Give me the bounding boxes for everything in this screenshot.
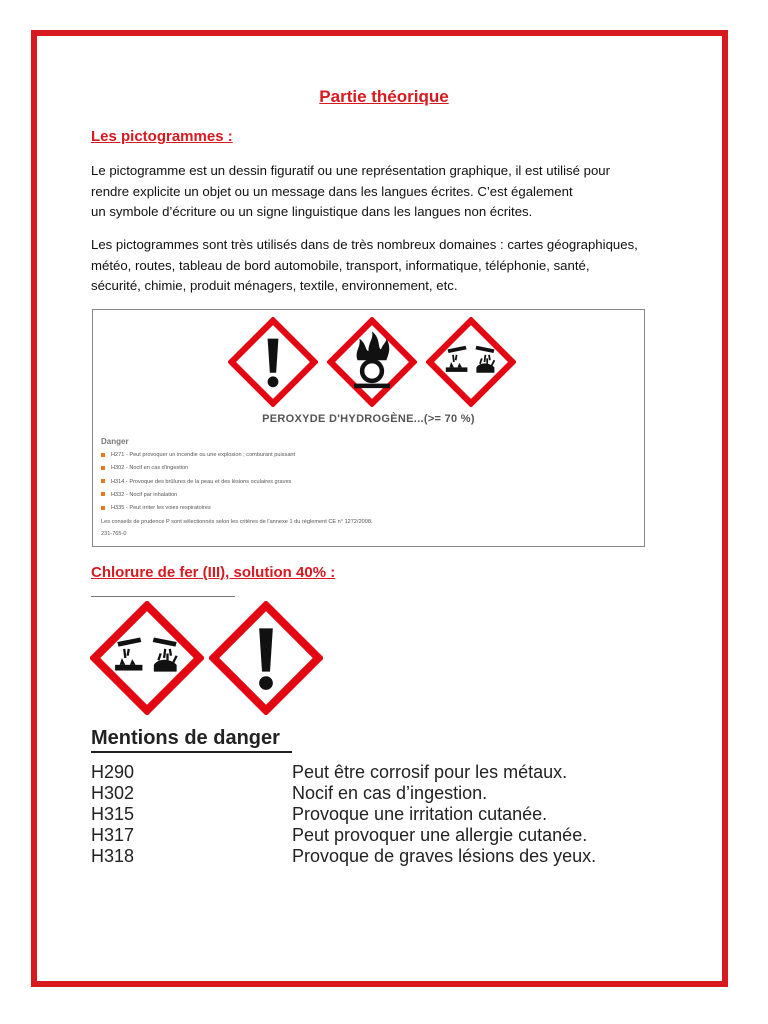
hazard-code: H302 [91,783,135,803]
figure-product-title: PEROXYDE D'HYDROGÈNE...(>= 70 %) [262,413,475,425]
hazard-text: Provoque une irritation cutanée. [292,804,548,824]
list-item [101,451,295,464]
hazard-text: Provoque de graves lésions des yeux. [292,846,597,866]
list-item [101,464,295,477]
paragraph-line: météo, routes, tableau de bord automobile, transport, informatique, téléphonie, santé, [91,257,590,273]
list-item [101,478,295,491]
bullet-icon [101,492,105,496]
paragraph-line: rendre explicite un objet ou un message dans les langues écrites. C’est également [91,183,573,199]
exclamation-mark-icon [228,317,318,407]
paragraph-line: sécurité, chimie, produit ménagers, textile, environnement, etc. [91,278,458,293]
hazard-text: Nocif en cas d’ingestion. [292,783,488,803]
page-title: Partie théorique [319,87,449,106]
bullet-icon [101,479,105,483]
flame-over-circle-icon [327,317,417,407]
signal-word: Danger [101,437,129,446]
paragraph-line: Les pictogrammes sont très utilisés dans de très nombreux domaines : cartes géographiques, [91,237,638,252]
hazard-statement: H335 - Peut irriter les voies respiratoires [111,505,211,512]
paragraph-definition [91,161,691,223]
hazard-code: H290 [91,762,135,782]
hazard-text: Peut être corrosif pour les métaux. [292,762,568,782]
hazard-statement: H271 - Peut provoquer un incendie ou une explosion ; comburant puissant [111,452,296,458]
precaution-note: Les conseils de prudence P sont sélectionnés selon les critères de l'annexe 1 du règlement CE n° 1272/2008. [101,519,373,525]
hazard-code: H317 [91,825,135,845]
section-heading-chlorure-de-fer: Chlorure de fer (III), solution 40% : [91,564,336,581]
corrosion-icon [90,601,204,715]
hazard-statement-list [101,451,295,517]
hazard-statement: H302 - Nocif en cas d'ingestion [111,465,189,472]
paragraph-line: Le pictogramme est un dessin figuratif ou une représentation graphique, il est utilisé pour [91,163,611,178]
hydrogen-peroxide-label-figure [92,309,645,547]
list-item [101,504,295,517]
paragraph-line: un symbole d’écriture ou un signe linguistique dans les langues non écrites. [91,204,533,219]
hazard-statement: H314 - Provoque des brûlures de la peau et des lésions oculaires graves [111,478,292,485]
danger-statements-heading: Mentions de danger [91,727,280,749]
ec-number: 231-765-0 [101,531,127,537]
paragraph-domains [91,235,691,297]
divider [91,596,235,597]
hazard-statement: H332 - Nocif par inhalation [111,491,178,498]
hazard-code: H318 [91,846,135,866]
corrosion-icon [426,317,516,407]
hazard-text: Peut provoquer une allergie cutanée. [292,825,588,845]
bullet-icon [101,466,105,470]
hazard-code: H315 [91,804,135,824]
section-heading-pictogrammes: Les pictogrammes : [91,128,233,145]
list-item [101,491,295,504]
exclamation-mark-icon [209,601,323,715]
heading-underline [91,751,292,753]
bullet-icon [101,453,105,457]
bullet-icon [101,506,105,510]
